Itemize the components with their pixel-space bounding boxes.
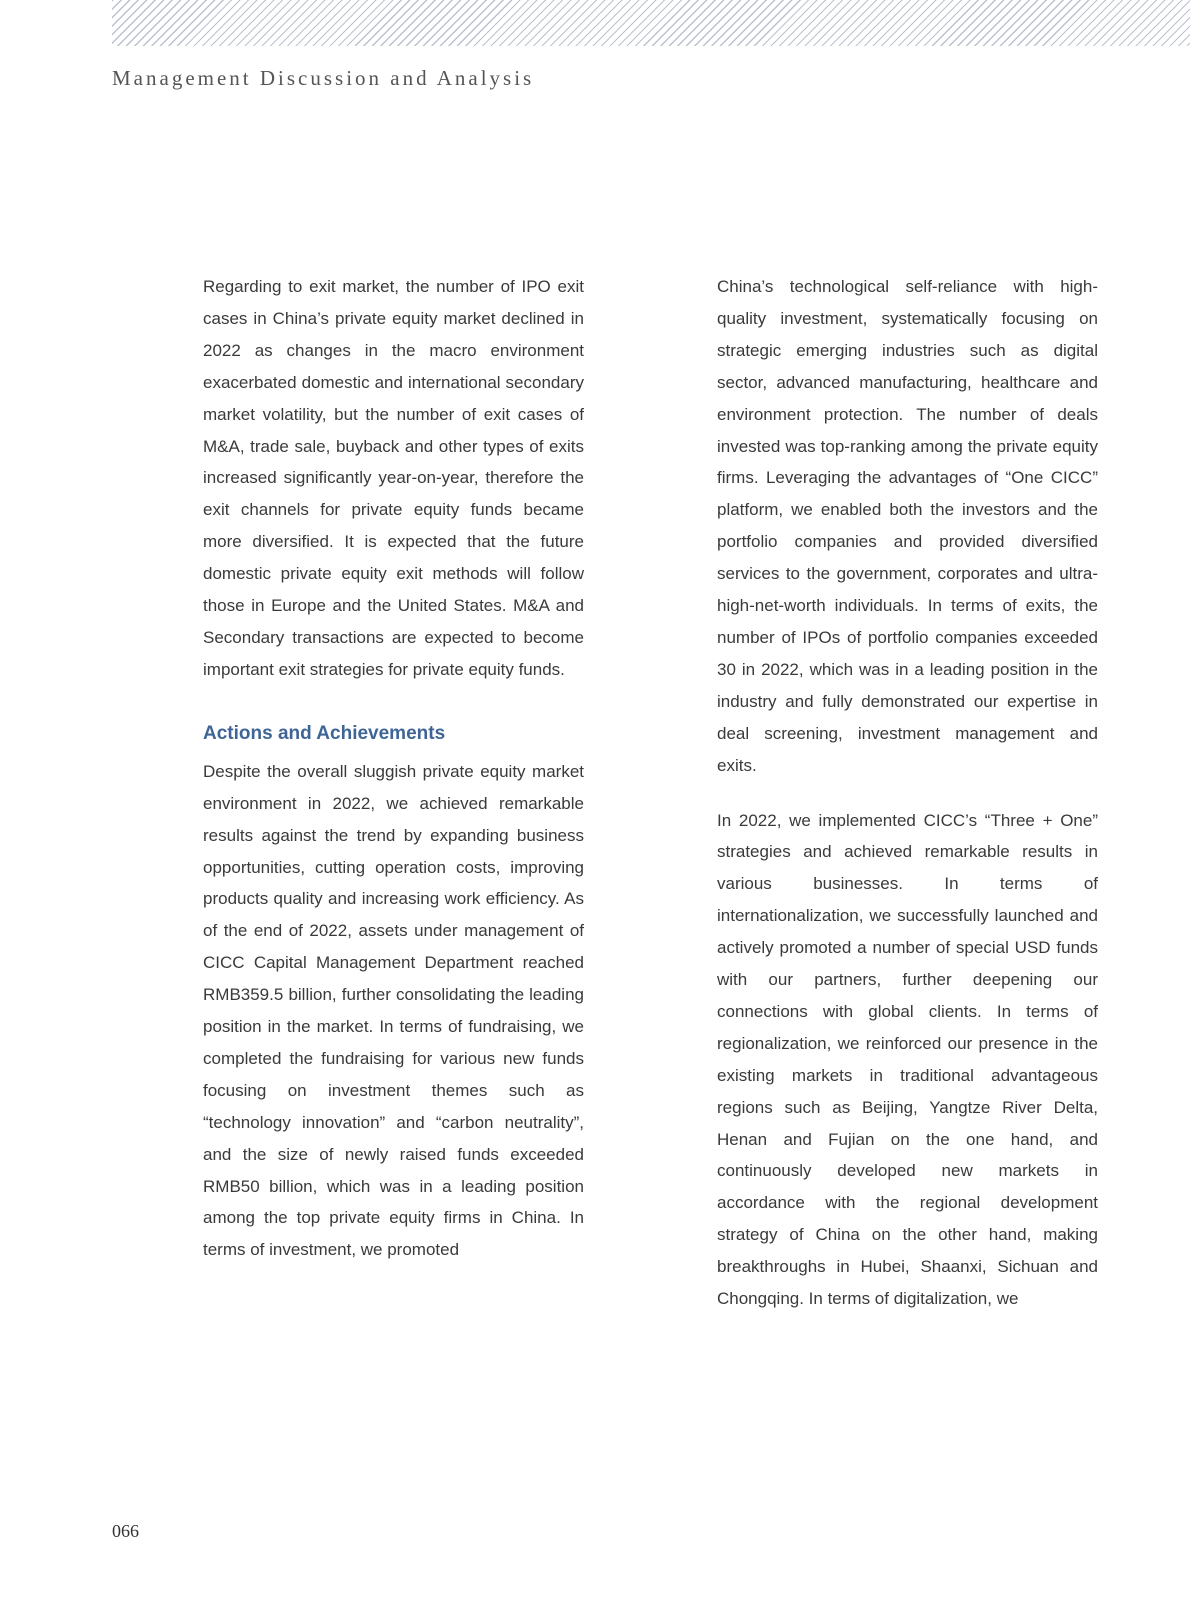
left-column bbox=[203, 271, 584, 1266]
investment-paragraph: China’s technological self-reliance with high-quality investment, systematically focusing on strategic emerging industries such as digital sector, advanced manufacturing, healthcare and environment protection. The number of deals invested was top-ranking among the private equity firms. Leveraging the advantages of “One CICC” platform, we enabled both the investors and the portfolio companies and provided diversified services to the government, corporates and ultra-high-net-worth individuals. In terms of exits, the number of IPOs of portfolio companies exceeded 30 in 2022, which was in a leading position in the industry and fully demonstrated our expertise in deal screening, investment management and exits. bbox=[717, 277, 1098, 775]
strategy-paragraph: In 2022, we implemented CICC’s “Three + One” strategies and achieved remarkable results in various businesses. In terms of internationalization, we successfully launched and actively promoted a number of special USD funds with our partners, further deepening our connections with global clients. In terms of regionalization, we reinforced our presence in the existing markets in traditional advantageous regions such as Beijing, Yangtze River Delta, Henan and Fujian on the one hand, and continuously developed new markets in accordance with the regional development strategy of China on the other hand, making breakthroughs in Hubei, Shaanxi, Sichuan and Chongqing. In terms of digitalization, we bbox=[717, 810, 1098, 1309]
actions-heading: Actions and Achievements bbox=[203, 722, 446, 744]
section-title: Management Discussion and Analysis bbox=[112, 66, 535, 90]
right-column bbox=[717, 271, 1098, 1315]
exit-market-paragraph: Regarding to exit market, the number of IPO exit cases in China’s private equity market declined in 2022 as changes in the macro environment exacerbated domestic and international secondary market volatility, but the number of exit cases of M&A, trade sale, buyback and other types of exits increased significantly year-on-year, therefore the exit channels for private equity funds became more diversified. It is expected that the future domestic private equity exit methods will follow those in Europe and the United States. M&A and Secondary transactions are expected to become important exit strategies for private equity funds. bbox=[203, 277, 584, 679]
decorative-hatch-band bbox=[112, 0, 1190, 46]
achievements-paragraph: Despite the overall sluggish private equity market environment in 2022, we achieved remarkable results against the trend by expanding business opportunities, cutting operation costs, improving products quality and increasing work efficiency. As of the end of 2022, assets under management of CICC Capital Management Department reached RMB359.5 billion, further consolidating the leading position in the market. In terms of fundraising, we completed the fundraising for various new funds focusing on investment themes such as “technology innovation” and “carbon neutrality”, and the size of newly raised funds exceeded RMB50 billion, which was in a leading position among the top private equity firms in China. In terms of investment, we promoted bbox=[203, 761, 584, 1260]
page-number: 066 bbox=[112, 1521, 139, 1541]
